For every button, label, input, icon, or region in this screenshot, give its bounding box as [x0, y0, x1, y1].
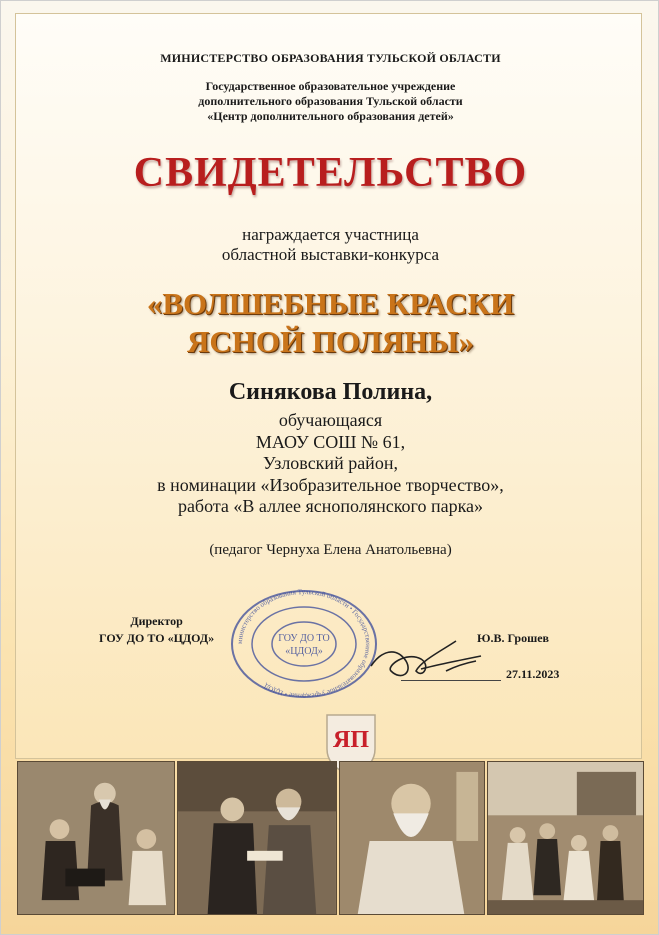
detail-line: работа «В аллее яснополянского парка»: [177, 496, 484, 516]
stamp-ring-text: министерство образования Тульской области • Государственное образовательное учреждение • ЦДОД: [235, 589, 373, 699]
institution-line: «Центр дополнительного образования детей»: [207, 109, 454, 123]
institution-line: Государственное образовательное учреждение: [205, 79, 456, 93]
stamp-center-line: «ЦДОД»: [285, 646, 323, 657]
institution-name: [1, 79, 659, 124]
svg-text:министерство образования Тульс: [236, 589, 372, 699]
tolstoy-with-visitor-photo: [177, 761, 337, 915]
logo-letters: ЯП: [333, 727, 369, 753]
director-title: [99, 613, 214, 647]
issue-date: 27.11.2023: [506, 667, 560, 681]
awarded-text: [1, 225, 659, 265]
detail-line: в номинации «Изобразительное творчество»,: [157, 474, 504, 495]
awarded-line: награждается участница: [242, 225, 419, 244]
photo-strip: [17, 761, 644, 915]
certificate-title: СВИДЕТЕЛЬСТВО: [133, 150, 528, 196]
detail-line: обучающаяся: [278, 410, 383, 430]
director-title-line: ГОУ ДО ТО «ЦДОД»: [99, 631, 215, 645]
detail-line: Узловский район,: [263, 453, 398, 473]
teacher-note: (педагог Чернуха Елена Анатольевна): [209, 542, 452, 558]
recipient-details: [1, 410, 659, 518]
director-title-line: Директор: [130, 614, 183, 628]
institution-line: дополнительного образования Тульской области: [198, 94, 463, 108]
detail-line: МАОУ СОШ № 61,: [255, 431, 406, 452]
awarded-line: областной выставки-конкурса: [221, 245, 440, 264]
contest-name: [1, 285, 659, 361]
contest-line: ЯСНОЙ ПОЛЯНЫ»: [186, 324, 475, 359]
official-stamp: [229, 589, 379, 699]
stamp-center-line: ГОУ ДО ТО: [278, 633, 330, 644]
tolstoy-portrait-photo: [339, 761, 485, 915]
contest-line: «ВОЛШЕБНЫЕ КРАСКИ: [146, 286, 515, 321]
ministry-heading: МИНИСТЕРСТВО ОБРАЗОВАНИЯ ТУЛЬСКОЙ ОБЛАСТИ: [160, 51, 501, 65]
tolstoy-family-group-photo: [487, 761, 644, 915]
tolstoy-with-typist-photo: [17, 761, 175, 915]
director-name: Ю.В. Грошев: [477, 631, 550, 645]
signature-line: [401, 680, 501, 681]
recipient-name: Синякова Полина,: [228, 379, 433, 405]
